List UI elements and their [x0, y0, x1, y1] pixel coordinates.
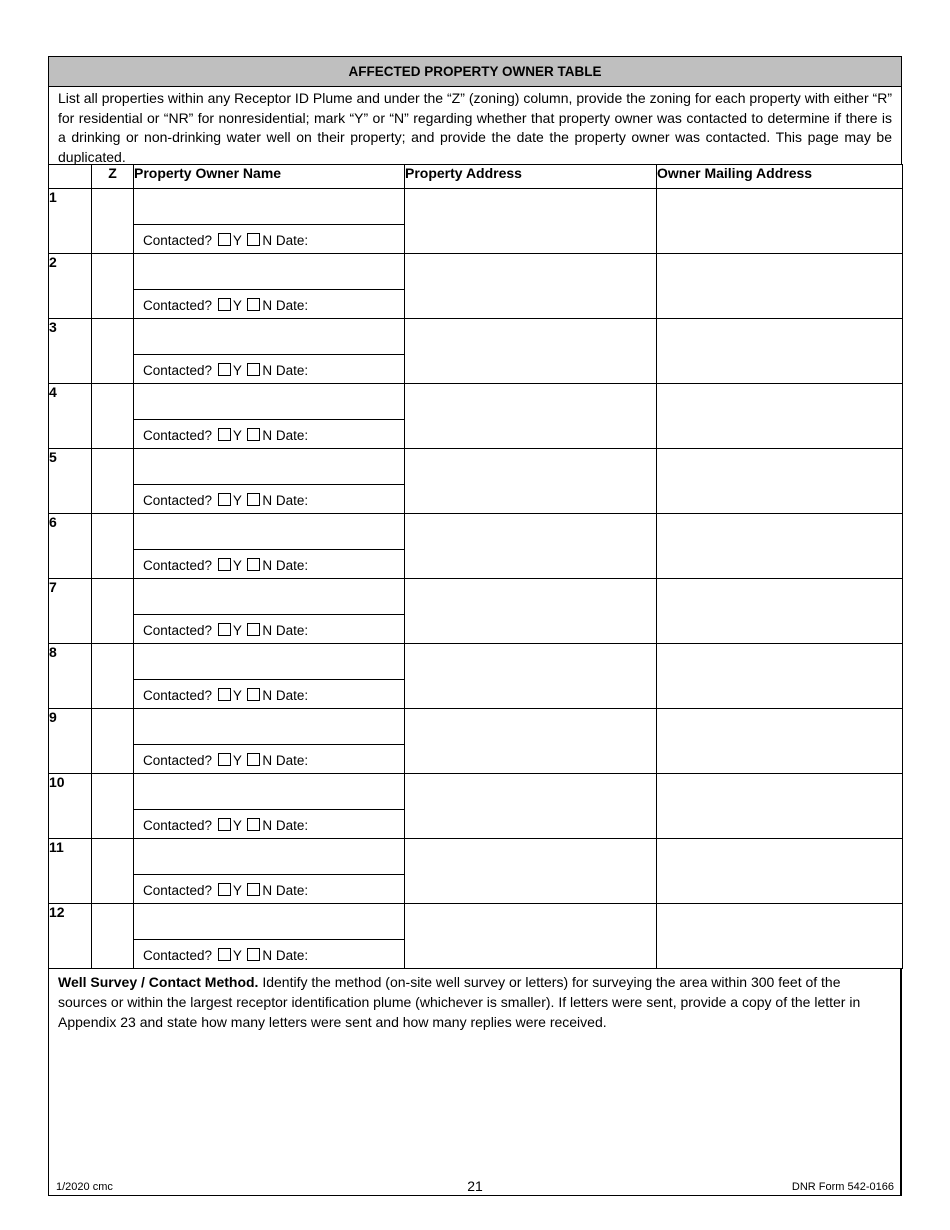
contacted-yes-checkbox[interactable] [218, 233, 231, 246]
owner-name-field[interactable] [134, 839, 404, 875]
table-row [49, 514, 903, 579]
row-number: 5 [49, 449, 92, 514]
mailing-address-cell[interactable] [657, 904, 903, 969]
property-address-cell[interactable] [405, 514, 657, 579]
contacted-yes-checkbox[interactable] [218, 818, 231, 831]
contacted-label: Contacted? [143, 363, 213, 378]
zoning-cell[interactable] [92, 514, 134, 579]
owner-name-field[interactable] [134, 514, 404, 550]
contacted-line [134, 680, 404, 708]
zoning-cell[interactable] [92, 839, 134, 904]
property-address-cell[interactable] [405, 644, 657, 709]
no-date-label: N Date: [262, 428, 309, 443]
contacted-yes-checkbox[interactable] [218, 623, 231, 636]
well-survey-instructions: Identify the method (on-site well survey or letters) for surveying the area within 300 feet of the sources or within the largest receptor identification plume (whichever is smaller). If letters were sent, provide a copy of the letter in Appendix 23 and state how many letters were sent and how many replies were received. [58, 974, 861, 1030]
owner-name-field[interactable] [134, 709, 404, 745]
owner-cell [134, 644, 405, 709]
table-row [49, 709, 903, 774]
no-date-label: N Date: [262, 233, 309, 248]
yes-label: Y [232, 688, 242, 703]
form-number: DNR Form 542-0166 [791, 1181, 894, 1193]
form-revision-date: 1/2020 cmc [56, 1181, 113, 1193]
contacted-line [134, 420, 404, 448]
table-row [49, 839, 903, 904]
well-survey-heading: Well Survey / Contact Method. [58, 974, 259, 990]
no-date-label: N Date: [262, 818, 309, 833]
contacted-line [134, 550, 404, 578]
owner-name-field[interactable] [134, 449, 404, 485]
contacted-label: Contacted? [143, 428, 213, 443]
no-date-label: N Date: [262, 948, 309, 963]
contacted-label: Contacted? [143, 688, 213, 703]
table-row [49, 579, 903, 644]
property-address-header: Property Address [405, 165, 657, 189]
yes-label: Y [232, 623, 242, 638]
table-row [49, 189, 903, 254]
row-number: 7 [49, 579, 92, 644]
no-date-label: N Date: [262, 298, 309, 313]
contacted-label: Contacted? [143, 233, 213, 248]
contacted-line [134, 290, 404, 318]
contacted-yes-checkbox[interactable] [218, 493, 231, 506]
yes-label: Y [232, 428, 242, 443]
mailing-address-cell[interactable] [657, 319, 903, 384]
zoning-cell[interactable] [92, 254, 134, 319]
table-row [49, 254, 903, 319]
owner-cell [134, 904, 405, 969]
table-row [49, 904, 903, 969]
zoning-cell[interactable] [92, 189, 134, 254]
no-date-label: N Date: [262, 493, 309, 508]
mailing-address-cell[interactable] [657, 644, 903, 709]
mailing-address-cell[interactable] [657, 579, 903, 644]
table-row [49, 449, 903, 514]
contacted-no-checkbox[interactable] [247, 363, 260, 376]
yes-label: Y [232, 948, 242, 963]
property-address-cell[interactable] [405, 449, 657, 514]
row-number: 2 [49, 254, 92, 319]
row-number: 10 [49, 774, 92, 839]
contacted-no-checkbox[interactable] [247, 948, 260, 961]
property-address-cell[interactable] [405, 189, 657, 254]
property-address-cell[interactable] [405, 839, 657, 904]
contacted-label: Contacted? [143, 818, 213, 833]
owner-cell [134, 189, 405, 254]
row-number: 8 [49, 644, 92, 709]
zoning-cell[interactable] [92, 449, 134, 514]
property-address-cell[interactable] [405, 579, 657, 644]
no-date-label: N Date: [262, 558, 309, 573]
yes-label: Y [232, 818, 242, 833]
table-title: AFFECTED PROPERTY OWNER TABLE [48, 56, 902, 87]
mailing-address-cell[interactable] [657, 254, 903, 319]
row-number: 6 [49, 514, 92, 579]
contacted-label: Contacted? [143, 883, 213, 898]
property-owner-table [48, 164, 903, 969]
owner-name-field[interactable] [134, 384, 404, 420]
contacted-no-checkbox[interactable] [247, 753, 260, 766]
zoning-cell[interactable] [92, 644, 134, 709]
mailing-address-cell[interactable] [657, 839, 903, 904]
mailing-address-cell[interactable] [657, 449, 903, 514]
owner-name-field[interactable] [134, 774, 404, 810]
table-row [49, 774, 903, 839]
contacted-label: Contacted? [143, 558, 213, 573]
contacted-yes-checkbox[interactable] [218, 558, 231, 571]
owner-name-field[interactable] [134, 254, 404, 290]
yes-label: Y [232, 493, 242, 508]
owner-cell [134, 254, 405, 319]
contacted-no-checkbox[interactable] [247, 623, 260, 636]
table-row [49, 644, 903, 709]
contacted-yes-checkbox[interactable] [218, 428, 231, 441]
property-address-cell[interactable] [405, 774, 657, 839]
zoning-cell[interactable] [92, 774, 134, 839]
yes-label: Y [232, 233, 242, 248]
contacted-label: Contacted? [143, 493, 213, 508]
row-number: 11 [49, 839, 92, 904]
no-date-label: N Date: [262, 623, 309, 638]
no-date-label: N Date: [262, 688, 309, 703]
contacted-line [134, 745, 404, 773]
contacted-no-checkbox[interactable] [247, 233, 260, 246]
contacted-label: Contacted? [143, 623, 213, 638]
contacted-line [134, 940, 404, 968]
contacted-no-checkbox[interactable] [247, 558, 260, 571]
contacted-label: Contacted? [143, 948, 213, 963]
contacted-no-checkbox[interactable] [247, 818, 260, 831]
yes-label: Y [232, 558, 242, 573]
contacted-no-checkbox[interactable] [247, 428, 260, 441]
property-address-cell[interactable] [405, 904, 657, 969]
contacted-line [134, 225, 404, 253]
owner-cell [134, 774, 405, 839]
contacted-yes-checkbox[interactable] [218, 883, 231, 896]
contacted-yes-checkbox[interactable] [218, 298, 231, 311]
contacted-label: Contacted? [143, 298, 213, 313]
contacted-yes-checkbox[interactable] [218, 948, 231, 961]
zoning-cell[interactable] [92, 319, 134, 384]
owner-cell [134, 514, 405, 579]
row-number-header [49, 165, 92, 189]
owner-name-field[interactable] [134, 579, 404, 615]
owner-cell [134, 579, 405, 644]
table-row [49, 319, 903, 384]
owner-cell [134, 384, 405, 449]
yes-label: Y [232, 753, 242, 768]
owner-name-field[interactable] [134, 189, 404, 225]
property-address-cell[interactable] [405, 254, 657, 319]
contacted-line [134, 485, 404, 513]
yes-label: Y [232, 298, 242, 313]
row-number: 12 [49, 904, 92, 969]
contacted-line [134, 355, 404, 383]
row-number: 1 [49, 189, 92, 254]
owner-name-field[interactable] [134, 644, 404, 680]
mailing-address-cell[interactable] [657, 189, 903, 254]
instructions-text: List all properties within any Receptor ID Plume and under the “Z” (zoning) column, provide the zoning for each property with either “R” for residential or “NR” for nonresidential; mark “Y” or “N” regarding whether that property owner was contacted to determine if there is a drinking or non-drinking water well on their property; and provide the date the property owner was contacted. This page may be duplicated. [48, 87, 902, 164]
owner-name-field[interactable] [134, 904, 404, 940]
yes-label: Y [232, 363, 242, 378]
no-date-label: N Date: [262, 363, 309, 378]
zoning-cell[interactable] [92, 709, 134, 774]
mailing-address-cell[interactable] [657, 514, 903, 579]
owner-cell [134, 709, 405, 774]
property-address-cell[interactable] [405, 384, 657, 449]
mailing-address-cell[interactable] [657, 774, 903, 839]
zoning-cell[interactable] [92, 904, 134, 969]
no-date-label: N Date: [262, 753, 309, 768]
table-header-row [49, 165, 903, 189]
page-number: 21 [467, 1178, 483, 1194]
yes-label: Y [232, 883, 242, 898]
affected-property-owner-form [48, 56, 902, 1196]
contacted-yes-checkbox[interactable] [218, 753, 231, 766]
owner-cell [134, 839, 405, 904]
row-number: 9 [49, 709, 92, 774]
contacted-no-checkbox[interactable] [247, 688, 260, 701]
zoning-header: Z [92, 165, 134, 189]
contacted-no-checkbox[interactable] [247, 493, 260, 506]
contacted-line [134, 875, 404, 903]
owner-name-header: Property Owner Name [134, 165, 405, 189]
mailing-address-cell[interactable] [657, 709, 903, 774]
mailing-address-cell[interactable] [657, 384, 903, 449]
contacted-line [134, 615, 404, 643]
table-row [49, 384, 903, 449]
zoning-cell[interactable] [92, 579, 134, 644]
property-address-cell[interactable] [405, 319, 657, 384]
contacted-yes-checkbox[interactable] [218, 363, 231, 376]
zoning-cell[interactable] [92, 384, 134, 449]
no-date-label: N Date: [262, 883, 309, 898]
property-address-cell[interactable] [405, 709, 657, 774]
contacted-line [134, 810, 404, 838]
contacted-yes-checkbox[interactable] [218, 688, 231, 701]
row-number: 3 [49, 319, 92, 384]
owner-name-field[interactable] [134, 319, 404, 355]
contacted-label: Contacted? [143, 753, 213, 768]
contacted-no-checkbox[interactable] [247, 298, 260, 311]
mailing-address-header: Owner Mailing Address [657, 165, 903, 189]
owner-cell [134, 319, 405, 384]
owner-cell [134, 449, 405, 514]
well-survey-section[interactable] [48, 969, 902, 1196]
row-number: 4 [49, 384, 92, 449]
contacted-no-checkbox[interactable] [247, 883, 260, 896]
